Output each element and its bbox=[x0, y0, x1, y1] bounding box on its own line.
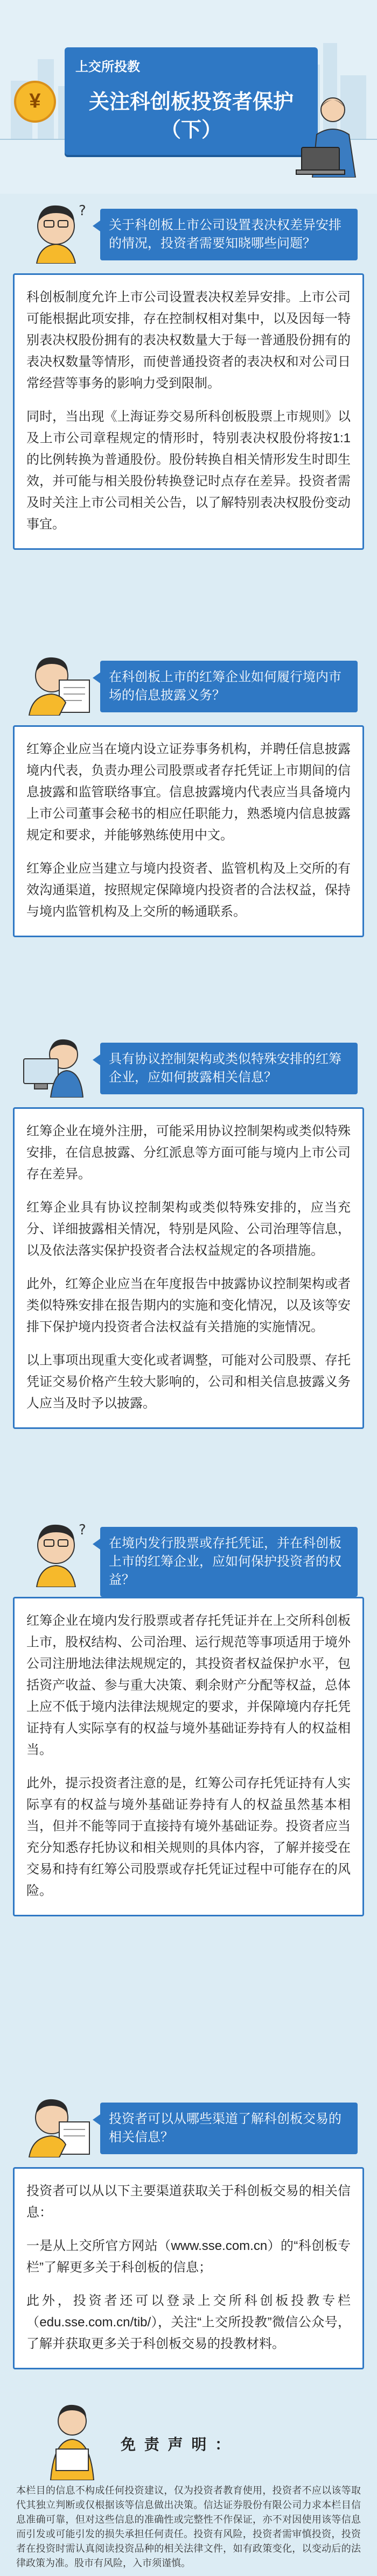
answer-box bbox=[13, 725, 364, 937]
answer-box bbox=[13, 1597, 364, 1916]
yuan-coin-icon: ¥ bbox=[14, 81, 56, 123]
header-banner bbox=[0, 0, 377, 194]
answer-box bbox=[13, 2167, 364, 2369]
page-title-line1: 关注科创板投资者保护 bbox=[88, 91, 294, 114]
question-row bbox=[13, 1517, 364, 1587]
title-card bbox=[65, 47, 318, 155]
answer-paragraph: 红筹企业在境内发行股票或者存托凭证并在上交所科创板上市，股权结构、公司治理、运行规范等事项适用于境外公司注册地法律法规规定的，其投资者权益保护水平，包括资产收益、参与重大决策、剩余财产分配等权益，总体上应不低于境内法律法规规定的要求，并保障境内存托凭证持有人实际享有的权益与境外基础证券持有人的权益相当。 bbox=[26, 1613, 351, 1757]
page-title-line2: （下） bbox=[160, 119, 222, 141]
svg-text:?: ? bbox=[79, 203, 86, 219]
disclaimer bbox=[13, 2400, 364, 2566]
disclaimer-title: 免 责 声 明 ： bbox=[121, 2436, 233, 2453]
reading-man-icon bbox=[18, 2093, 94, 2157]
answer-paragraph: 投资者可以从以下主要渠道获取关于科创板交易的相关信息： bbox=[26, 2184, 351, 2220]
qa-section-3 bbox=[13, 1033, 364, 1429]
qa-section-5 bbox=[13, 2093, 364, 2369]
question-bubble: 关于科创板上市公司设置表决权差异安排的情况，投资者需要知晓哪些问题？ bbox=[100, 209, 358, 260]
answer-box bbox=[13, 273, 364, 550]
question-bubble: 投资者可以从哪些渠道了解科创板交易的相关信息？ bbox=[100, 2103, 358, 2154]
answer-paragraph: 此外，红筹企业应当在年度报告中披露协议控制架构或者类似特殊安排在报告期内的实施和变化情况，以及该等安排下保护境内投资者合法权益有关措施的实施情况。 bbox=[26, 1277, 351, 1334]
answer-paragraph: 以上事项出现重大变化或者调整，可能对公司股票、存托凭证交易价格产生较大影响的，公司和相关信息披露义务人应当及时予以披露。 bbox=[26, 1353, 351, 1411]
question-row bbox=[13, 2093, 364, 2157]
question-row bbox=[13, 1033, 364, 1098]
qa-section-4 bbox=[13, 1517, 364, 1916]
reading-person-icon bbox=[34, 2400, 110, 2480]
answer-paragraph: 同时，当出现《上海证券交易所科创板股票上市规则》以及上市公司章程规定的情形时，特别表决权股份将按1:1的比例转换为普通股份。股份转换自相关情形发生时即生效，并可能与相关股份转换登记时点存在差异。投资者需及时关注上市公司相关公告，以了解特别表决权股份变动事宜。 bbox=[26, 409, 351, 532]
answer-paragraph: 红筹企业应当在境内设立证券事务机构，并聘任信息披露境内代表，负责办理公司股票或者存托凭证上市期间的信息披露和监管联络事宜。信息披露境内代表应当具备境内上市公司董事会秘书的相应任职能力，熟悉境内信息披露规定和要求，并能够熟练使用中文。 bbox=[26, 742, 351, 843]
svg-text:?: ? bbox=[79, 1522, 86, 1538]
thinking-man-icon bbox=[18, 1517, 94, 1587]
answer-paragraph: 红筹企业在境外注册，可能采用协议控制架构或类似特殊安排，在信息披露、分红派息等方面可能与境内上市公司存在差异。 bbox=[26, 1124, 351, 1181]
disclaimer-text: 本栏目的信息不构成任何投资建议，仅为投资者教育使用，投资者不应以该等取代其独立判断或仅根据该等信息做出决策。信达证券股份有限公司力求本栏目信息准确可靠，但对这些信息的准确性或完整性不作保证，亦不对因使用该等信息而引发或可能引发的损失承担任何责任。投资有风险，投资者需审慎投资，投资者在投资时需认真阅读投资品种的相关法律文件，如有政策变化，以变动后的法律政策为准。股市有风险，入市须谨慎。 bbox=[16, 2485, 361, 2568]
qa-section-1 bbox=[13, 199, 364, 550]
answer-paragraph: 红筹企业应当建立与境内投资者、监管机构及上交所的有效沟通渠道，按照规定保障境内投资者的合法权益，保持与境内监管机构及上交所的畅通联系。 bbox=[26, 861, 351, 919]
qa-section-2 bbox=[13, 651, 364, 937]
question-bubble: 在科创板上市的红筹企业如何履行境内市场的信息披露义务？ bbox=[100, 661, 358, 712]
thinking-man-icon bbox=[18, 199, 94, 264]
question-bubble: 具有协议控制架构或类似特殊安排的红筹企业，应如何披露相关信息？ bbox=[100, 1043, 358, 1094]
reading-man-icon bbox=[18, 651, 94, 716]
question-row bbox=[13, 651, 364, 716]
question-bubble: 在境内发行股票或存托凭证，并在科创板上市的红筹企业，应如何保护投资者的权益？ bbox=[100, 1527, 358, 1597]
answer-paragraph: 红筹企业具有协议控制架构或类似特殊安排的，应当充分、详细披露相关情况，特别是风险、公司治理等信息，以及依法落实保护投资者合法权益规定的各项措施。 bbox=[26, 1200, 351, 1258]
answer-paragraph: 此外，投资者还可以登录上交所科创板投教专栏（edu.sse.com.cn/tib/），关注“上交所投教”微信公众号，了解并获取更多关于科创板交易的投教材料。 bbox=[26, 2294, 351, 2351]
question-row bbox=[13, 199, 364, 264]
answer-paragraph: 一是从上交所官方网站（www.sse.com.cn）的“科创板专栏”了解更多关于科创板的信息； bbox=[26, 2239, 351, 2275]
answer-paragraph: 科创板制度允许上市公司设置表决权差异安排。上市公司可能根据此项安排，存在控制权相对集中，以及因每一特别表决权股份拥有的表决权数量大于每一普通股份拥有的表决权数量等情形，而使普通投资者的表决权和对公司日常经营等事务的影响力受到限制。 bbox=[26, 290, 351, 391]
header-tag: 上交所投教 bbox=[75, 60, 140, 74]
laptop-person-icon bbox=[291, 91, 366, 178]
answer-box bbox=[13, 1107, 364, 1429]
computer-man-icon bbox=[18, 1033, 94, 1098]
answer-paragraph: 此外，提示投资者注意的是，红筹公司存托凭证持有人实际享有的权益与境外基础证券持有人的权益虽然基本相当，但并不能等同于直接持有境外基础证券。投资者应当充分知悉存托协议和相关规则的具体内容，了解并接受在交易和持有红筹公司股票或存托凭证过程中可能存在的风险。 bbox=[26, 1776, 351, 1898]
